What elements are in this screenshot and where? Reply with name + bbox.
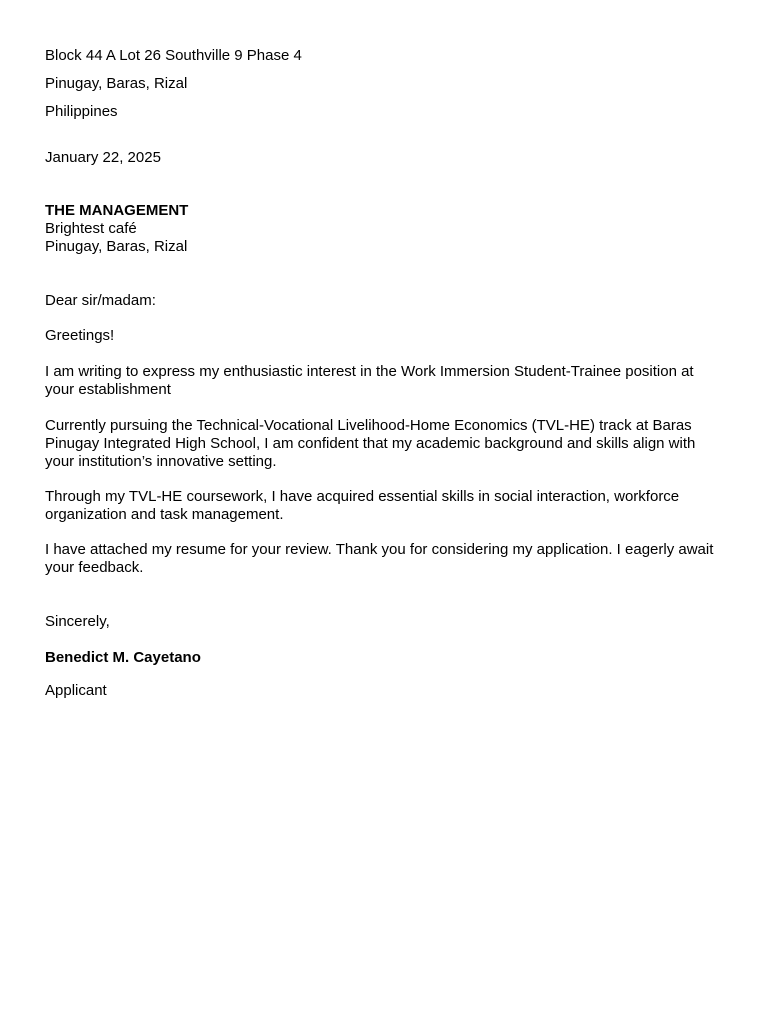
sender-address-line1: Block 44 A Lot 26 Southville 9 Phase 4	[45, 47, 302, 64]
signature-role: Applicant	[45, 682, 107, 699]
body-paragraph-2-line-2: Pinugay Integrated High School, I am confident that my academic background and skills align with	[45, 435, 696, 452]
body-paragraph-1-line-1: I am writing to express my enthusiastic interest in the Work Immersion Student-Trainee position at	[45, 363, 694, 380]
body-paragraph-4-line-1: I have attached my resume for your review. Thank you for considering my application. I eagerly await	[45, 541, 714, 558]
body-paragraph-3-line-2: organization and task management.	[45, 506, 284, 523]
closing: Sincerely,	[45, 613, 110, 630]
recipient-address: Pinugay, Baras, Rizal	[45, 238, 188, 255]
sender-address-line3: Philippines	[45, 103, 118, 120]
greeting: Greetings!	[45, 327, 115, 344]
body-paragraph-2-line-1: Currently pursuing the Technical-Vocational Livelihood-Home Economics (TVL-HE) track at Baras	[45, 417, 692, 434]
body-paragraph-3-line-1: Through my TVL-HE coursework, I have acquired essential skills in social interaction, workforce	[45, 488, 680, 505]
letter-date: January 22, 2025	[45, 149, 161, 166]
body-paragraph-1-line-2: your establishment	[45, 381, 171, 398]
salutation: Dear sir/madam:	[45, 292, 156, 309]
body-paragraph-4-line-2: your feedback.	[45, 559, 144, 576]
sender-address-line2: Pinugay, Baras, Rizal	[45, 75, 188, 92]
recipient-title: THE MANAGEMENT	[45, 202, 189, 219]
recipient-company: Brightest café	[45, 220, 137, 237]
body-paragraph-2-line-3: your institution’s innovative setting.	[45, 453, 277, 470]
signature-name: Benedict M. Cayetano	[45, 649, 201, 666]
